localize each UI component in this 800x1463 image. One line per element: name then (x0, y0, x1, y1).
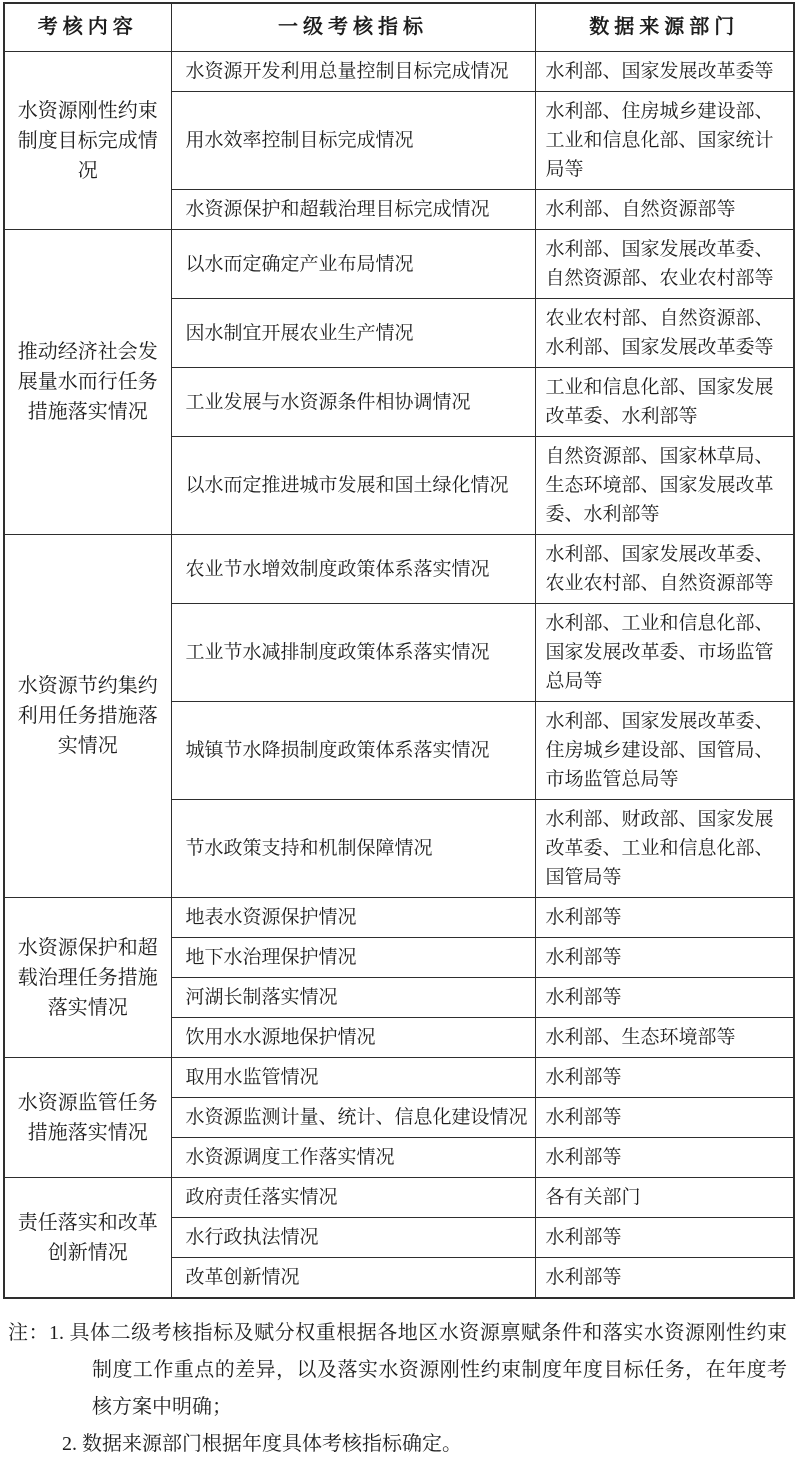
indicator-cell: 改革创新情况 (171, 1258, 535, 1299)
header-row (4, 3, 794, 52)
source-cell: 水利部、国家发展改革委、自然资源部、农业农村部等 (535, 230, 794, 299)
category-cell (4, 230, 171, 535)
indicator-cell: 农业节水增效制度政策体系落实情况 (171, 535, 535, 604)
indicator-cell: 饮用水水源地保护情况 (171, 1018, 535, 1058)
indicator-cell: 以水而定确定产业布局情况 (171, 230, 535, 299)
header-assessment-content: 考核内容 (4, 3, 171, 52)
assessment-table (3, 2, 795, 1299)
source-cell: 水利部、国家发展改革委、农业农村部、自然资源部等 (535, 535, 794, 604)
note-item-2 (8, 1426, 787, 1463)
source-cell: 水利部、生态环境部等 (535, 1018, 794, 1058)
source-cell: 水利部等 (535, 1218, 794, 1258)
table-row (4, 52, 794, 92)
category-label: 责任落实和改革创新情况 (17, 1211, 158, 1264)
category-label: 推动经济社会发展量水而行任务措施落实情况 (17, 341, 158, 423)
source-cell: 水利部等 (535, 1058, 794, 1098)
indicator-cell: 城镇节水降损制度政策体系落实情况 (171, 702, 535, 800)
table-row (4, 898, 794, 938)
indicator-cell: 河湖长制落实情况 (171, 978, 535, 1018)
table-row (4, 1058, 794, 1098)
table-row (4, 230, 794, 299)
source-cell: 水利部等 (535, 1138, 794, 1178)
category-label: 水资源保护和超载治理任务措施落实情况 (17, 936, 158, 1019)
category-cell (4, 898, 171, 1058)
source-cell: 水利部等 (535, 1258, 794, 1299)
indicator-cell: 工业节水减排制度政策体系落实情况 (171, 604, 535, 702)
category-label: 水资源节约集约利用任务措施落实情况 (17, 675, 158, 757)
indicator-cell: 地表水资源保护情况 (171, 898, 535, 938)
category-label: 水资源监管任务措施落实情况 (17, 1091, 158, 1144)
source-cell: 各有关部门 (535, 1178, 794, 1218)
indicator-cell: 政府责任落实情况 (171, 1178, 535, 1218)
source-cell: 水利部等 (535, 1098, 794, 1138)
indicator-cell: 以水而定推进城市发展和国土绿化情况 (171, 437, 535, 535)
source-cell: 水利部等 (535, 938, 794, 978)
indicator-cell: 水资源调度工作落实情况 (171, 1138, 535, 1178)
table-row (4, 535, 794, 604)
source-cell: 水利部、住房城乡建设部、工业和信息化部、国家统计局等 (535, 92, 794, 190)
source-cell: 水利部、工业和信息化部、国家发展改革委、市场监管总局等 (535, 604, 794, 702)
note-2-number: 2. (62, 1433, 77, 1455)
source-cell: 水利部、国家发展改革委、住房城乡建设部、国管局、市场监管总局等 (535, 702, 794, 800)
indicator-cell: 水资源监测计量、统计、信息化建设情况 (171, 1098, 535, 1138)
note-2-text: 数据来源部门根据年度具体考核指标确定。 (82, 1433, 462, 1455)
category-label: 水资源刚性约束制度目标完成情况 (17, 99, 158, 182)
source-cell: 水利部等 (535, 978, 794, 1018)
indicator-cell: 用水效率控制目标完成情况 (171, 92, 535, 190)
note-label: 注： (8, 1322, 50, 1344)
source-cell: 工业和信息化部、国家发展改革委、水利部等 (535, 368, 794, 437)
source-cell: 水利部、自然资源部等 (535, 190, 794, 230)
indicator-cell: 取用水监管情况 (171, 1058, 535, 1098)
header-data-source: 数据来源部门 (535, 3, 794, 52)
note-1-number: 1. (49, 1322, 65, 1344)
source-cell: 水利部、财政部、国家发展改革委、工业和信息化部、国管局等 (535, 800, 794, 898)
source-cell: 农业农村部、自然资源部、水利部、国家发展改革委等 (535, 299, 794, 368)
indicator-cell: 因水制宜开展农业生产情况 (171, 299, 535, 368)
indicator-cell: 水资源保护和超载治理目标完成情况 (171, 190, 535, 230)
note-1-text: 具体二级考核指标及赋分权重根据各地区水资源禀赋条件和落实水资源刚性约束制度工作重点的差异，以及落实水资源刚性约束制度年度目标任务，在年度考核方案中明确； (69, 1322, 788, 1418)
category-cell (4, 52, 171, 230)
table-row (4, 1178, 794, 1218)
header-primary-indicator: 一级考核指标 (171, 3, 535, 52)
category-cell (4, 535, 171, 898)
indicator-cell: 水资源开发利用总量控制目标完成情况 (171, 52, 535, 92)
note-item-1 (8, 1315, 787, 1426)
indicator-cell: 节水政策支持和机制保障情况 (171, 800, 535, 898)
indicator-cell: 水行政执法情况 (171, 1218, 535, 1258)
source-cell: 自然资源部、国家林草局、生态环境部、国家发展改革委、水利部等 (535, 437, 794, 535)
indicator-cell: 地下水治理保护情况 (171, 938, 535, 978)
category-cell (4, 1178, 171, 1299)
indicator-cell: 工业发展与水资源条件相协调情况 (171, 368, 535, 437)
source-cell: 水利部、国家发展改革委等 (535, 52, 794, 92)
category-cell (4, 1058, 171, 1178)
table-header (4, 3, 794, 52)
source-cell: 水利部等 (535, 898, 794, 938)
notes-section (3, 1315, 793, 1463)
table-body (4, 52, 794, 1299)
